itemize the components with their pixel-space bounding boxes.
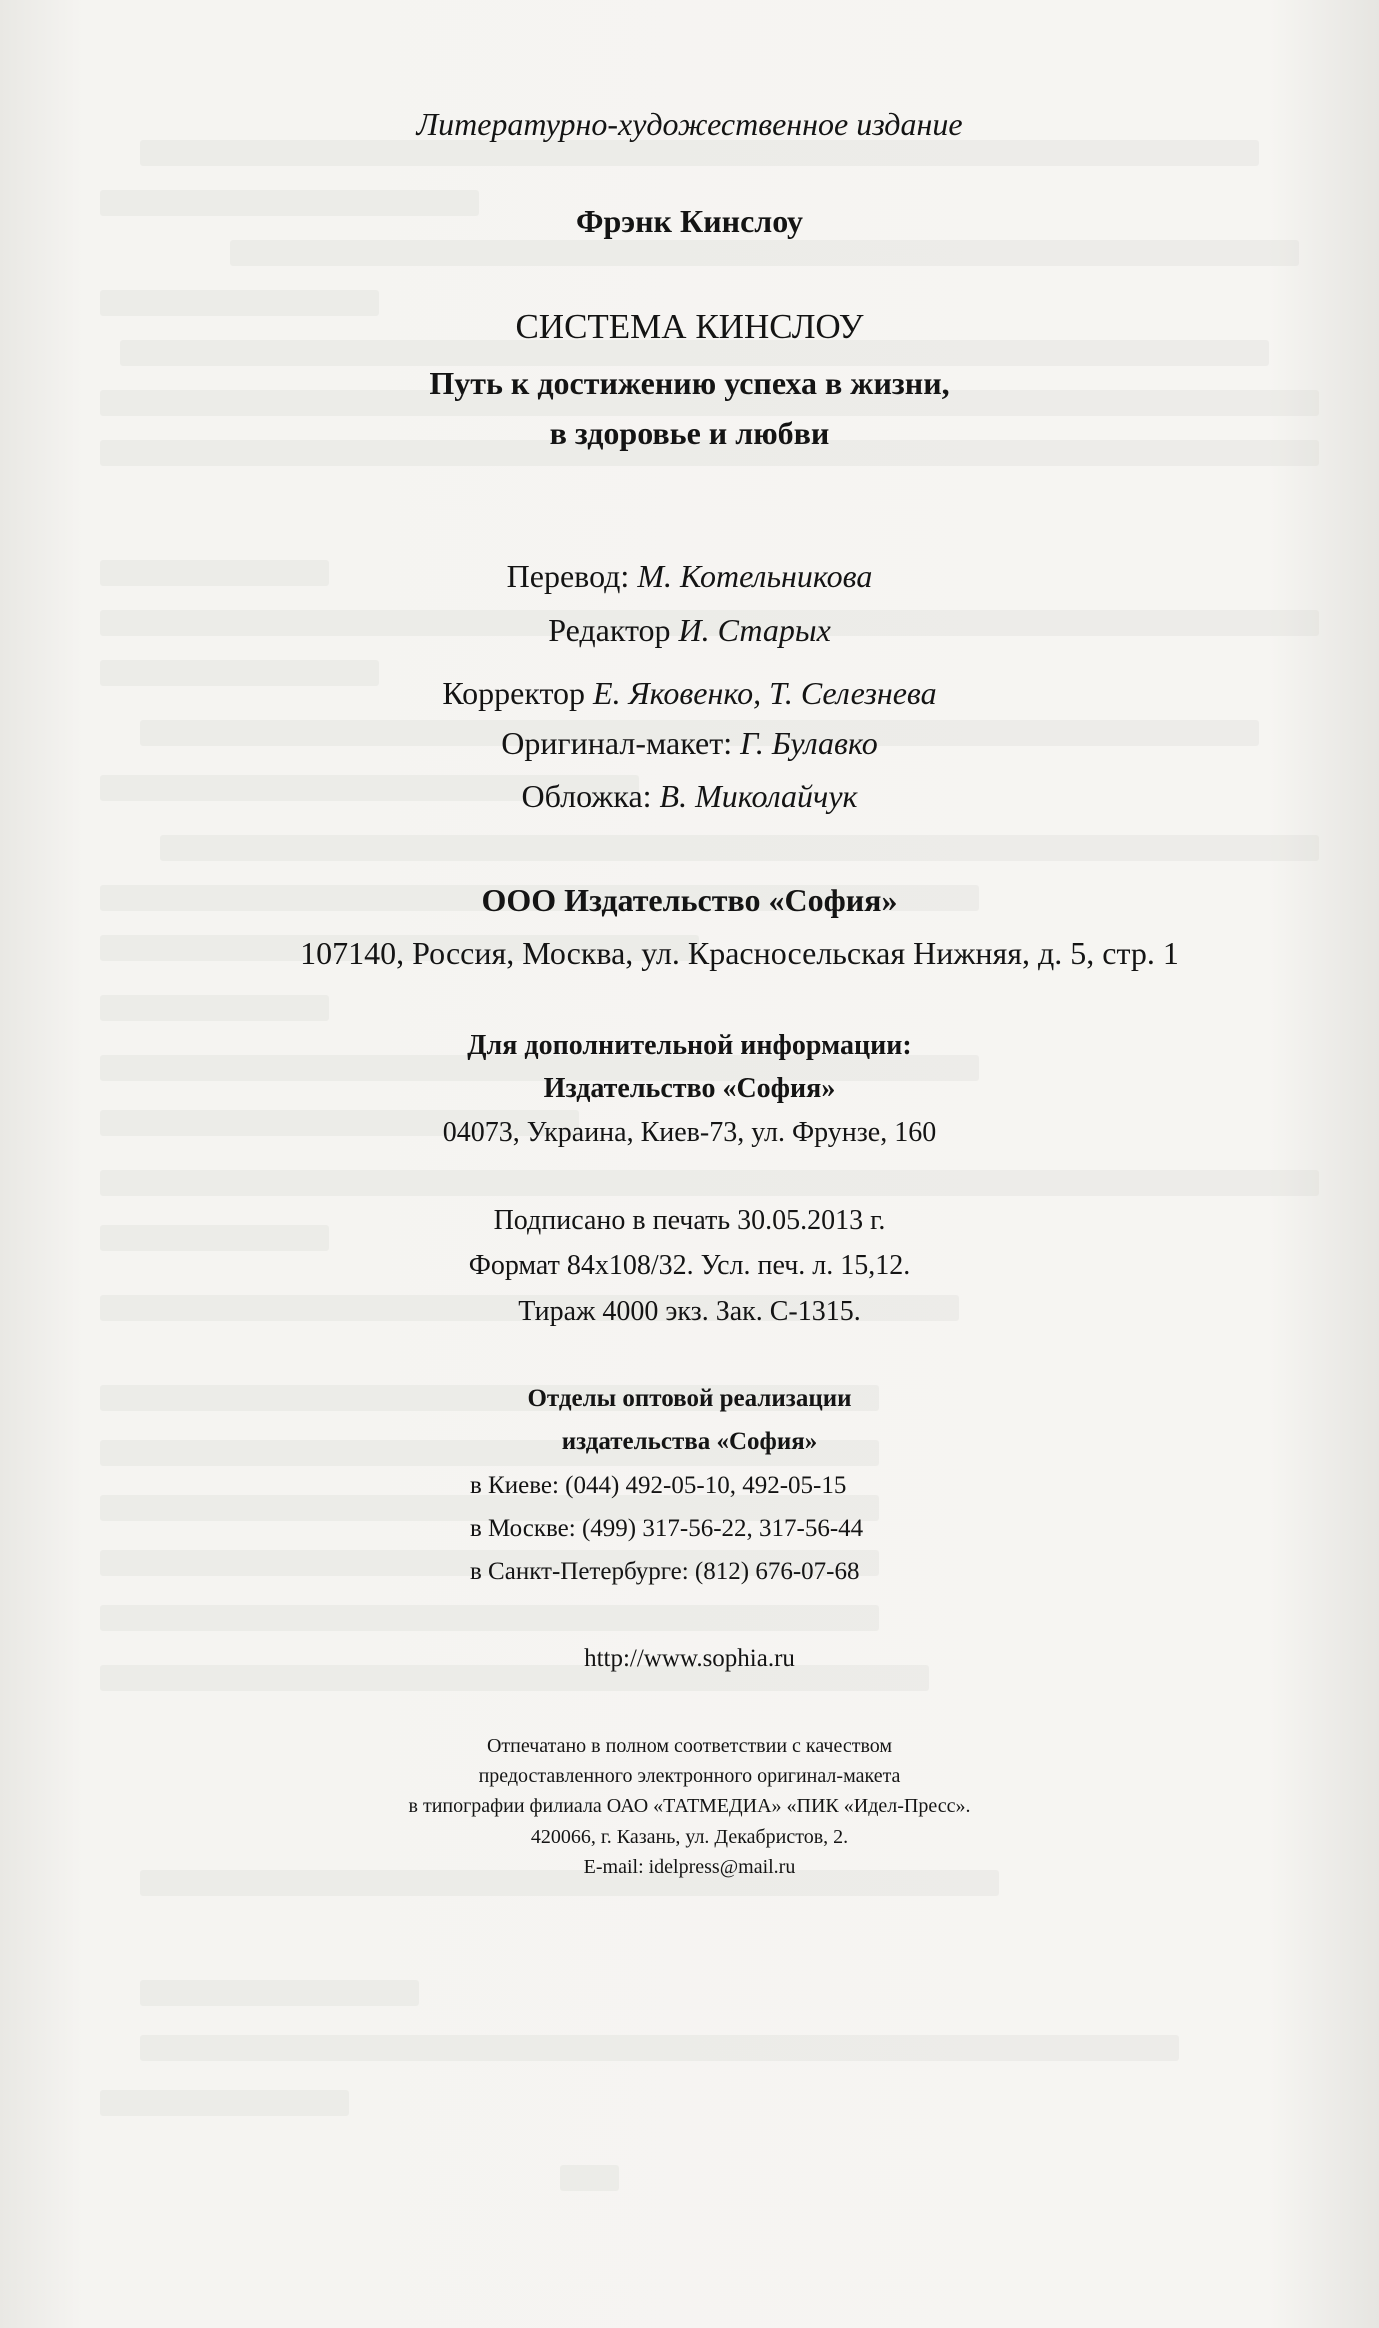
credit-person: М. Котельникова [637,558,873,594]
credit-cover [0,778,1379,815]
info-address: 04073, Украина, Киев-73, ул. Фрунзе, 160 [442,1117,937,1148]
publisher-website: http://www.sophia.ru [584,1645,795,1672]
credit-layout [0,725,1379,762]
edition-type: Литературно-художественное издание [416,106,963,142]
credit-person: И. Старых [678,612,831,648]
credit-person: В. Миколайчук [659,778,858,814]
credit-role: Обложка: [521,778,660,814]
print-signed-date: Подписано в печать 30.05.2013 г. [493,1205,886,1236]
printer-line: Отпечатано в полном соответствии с качеством [486,1735,893,1757]
credit-proofreader [0,675,1379,712]
book-subtitle-line1: Путь к достижению успеха в жизни, [429,365,950,401]
credit-translator [0,558,1379,595]
printer-email: E-mail: idelpress@mail.ru [583,1856,796,1878]
credit-role: Оригинал-макет: [501,725,741,761]
wholesale-phone-moscow: в Москве: (499) 317-56-22, 317-56-44 [470,1515,864,1542]
credit-person: Г. Булавко [740,725,878,761]
info-publisher: Издательство «София» [543,1073,836,1104]
printer-line: предоставленного электронного оригинал-макета [478,1765,901,1787]
wholesale-publisher: издательства «София» [561,1428,818,1455]
print-format: Формат 84x108/32. Усл. печ. л. 15,12. [468,1250,911,1281]
wholesale-phone-kiev: в Киеве: (044) 492-05-10, 492-05-15 [470,1472,847,1499]
credit-editor [0,612,1379,649]
wholesale-phone-spb: в Санкт-Петербурге: (812) 676-07-68 [470,1558,860,1585]
credit-role: Редактор [548,612,679,648]
print-run: Тираж 4000 экз. Зак. С-1315. [518,1296,861,1327]
author-name: Фрэнк Кинслоу [576,203,803,239]
printer-line: в типографии филиала ОАО «ТАТМЕДИА» «ПИК «Идел-Пресс». [408,1795,971,1817]
printer-line: 420066, г. Казань, ул. Декабристов, 2. [530,1826,849,1848]
book-title: СИСТЕМА КИНСЛОУ [515,307,864,346]
publisher-address: 107140, Россия, Москва, ул. Красносельская Нижняя, д. 5, стр. 1 [300,935,1179,971]
publisher-name: ООО Издательство «София» [481,882,898,918]
credit-person: Е. Яковенко, Т. Селезнева [593,675,937,711]
info-heading: Для дополнительной информации: [467,1030,912,1061]
book-subtitle-line2: в здоровье и любви [549,415,830,451]
wholesale-heading: Отделы оптовой реализации [527,1385,852,1412]
credit-role: Корректор [442,675,594,711]
credit-role: Перевод: [506,558,638,594]
